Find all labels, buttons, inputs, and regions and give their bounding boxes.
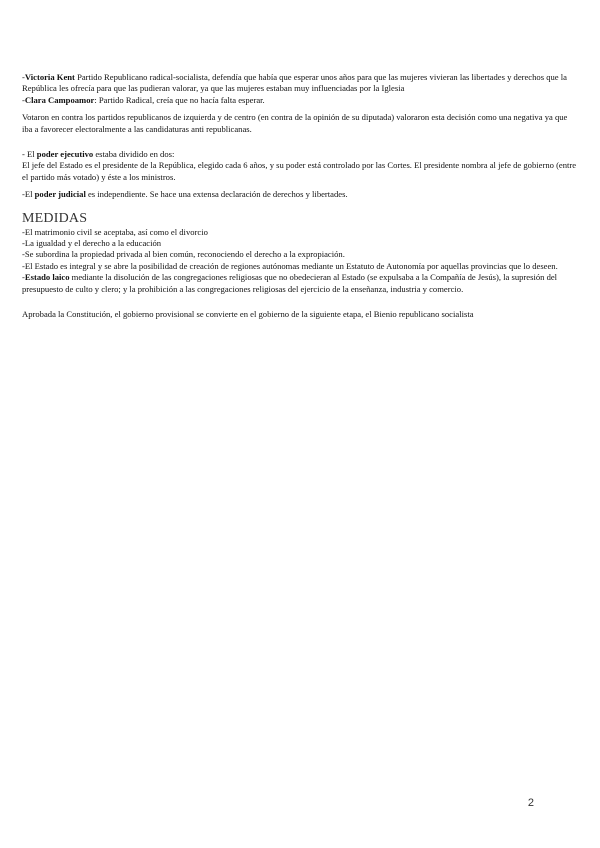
page-number: 2 bbox=[527, 797, 534, 809]
medida-item: -El matrimonio civil se aceptaba, así como el divorcio bbox=[22, 226, 208, 237]
medida-item-laico bbox=[22, 272, 578, 295]
medida-item: -Se subordina la propiedad privada al bien común, reconociendo el derecho a la expropiación. bbox=[22, 249, 345, 260]
medidas-heading: MEDIDAS bbox=[22, 210, 88, 226]
ejecutivo-heading-line bbox=[22, 149, 578, 160]
bullet-dash: - bbox=[22, 72, 25, 82]
kent-text: Partido Republicano radical-socialista, defendía que había que esperar unos años para que las mujeres vivieran las libertades y derechos que la República les ofrecía para que las pudieran valorar, ya que las mujeres estaban muy influenciadas por la Iglesia bbox=[22, 72, 567, 94]
judicial-prefix: -El bbox=[22, 189, 35, 200]
kent-paragraph bbox=[22, 72, 578, 95]
medida-item: -El Estado es integral y se abre la posibilidad de creación de regiones autónomas mediante un Estatuto de Autonomía por aquellas provincias que lo deseen. bbox=[22, 260, 558, 271]
aprobada-paragraph: Aprobada la Constitución, el gobierno provisional se convierte en el gobierno de la siguiente etapa, el Bienio republicano socialista bbox=[22, 309, 474, 320]
judicial-suffix: es independiente. Se hace una extensa declaración de derechos y libertades. bbox=[85, 189, 348, 200]
kent-name: Victoria Kent bbox=[24, 72, 75, 82]
document-page bbox=[22, 72, 578, 321]
ejecutivo-suffix: estaba dividido en dos: bbox=[93, 149, 175, 160]
ejecutivo-prefix: - El bbox=[22, 149, 37, 160]
ejecutivo-detail: El jefe del Estado es el presidente de la República, elegido cada 6 años, y su poder está controlado por las Cortes. El presidente nombra al jefe de gobierno (entre el partido más votado) y éste a los ministros. bbox=[22, 160, 577, 182]
laico-prefix: - bbox=[22, 272, 25, 283]
campoamor-name: Clara Campoamor bbox=[24, 94, 95, 105]
judicial-paragraph bbox=[22, 189, 578, 200]
bullet-dash: - bbox=[22, 94, 25, 105]
votaron-paragraph: Votaron en contra los partidos republicanos de izquierda y de centro (en contra de la opinión de su diputada) valoraron esta decisión como una negativa ya que iba a favorecer electoralmente a las candidaturas anti republicanas. bbox=[22, 112, 568, 134]
laico-term: Estado laico bbox=[24, 272, 70, 283]
campoamor-text: : Partido Radical, creía que no hacía falta esperar. bbox=[94, 94, 265, 105]
campoamor-paragraph bbox=[22, 95, 578, 106]
medida-item: -La igualdad y el derecho a la educación bbox=[22, 238, 162, 249]
judicial-term: poder judicial bbox=[34, 189, 86, 200]
laico-text: mediante la disolución de las congregaciones religiosas que no obedecieran al Estado (se expulsaba a la Compañía de Jesús), la supresión del presupuesto de culto y clero; y la prohibición a las congregaciones religiosas del ejercicio de la enseñanza, industria y comercio. bbox=[22, 272, 558, 294]
ejecutivo-term: poder ejecutivo bbox=[36, 149, 94, 160]
